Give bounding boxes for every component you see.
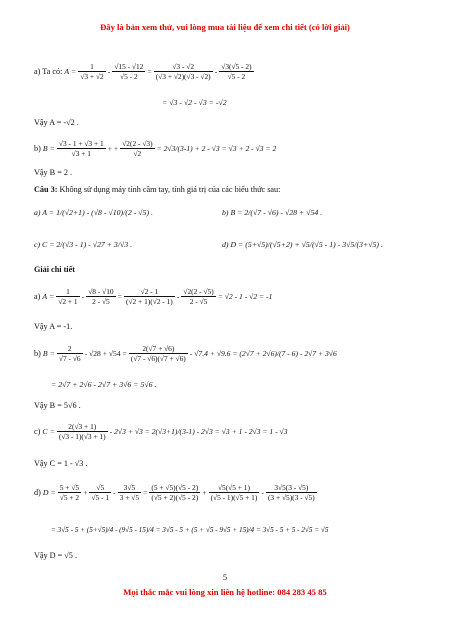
sol-c-row: c) C = $\frac{2(√3 + 1)}{(√3 - 1)(√3 + 1)}$ - 2√3 + √3 = 2(√3+1)/(3-1) - 2√3 = √3 + 1 - 2√3 = 1 - √3	[34, 422, 288, 442]
sol-d-line2: = 3√5 - 5 + (5+√5)/4 - (9√5 - 15)/4 = 3√5 - 5 + (5 + √5 - 9√5 + 15)/4 = 3√5 - 5 + 5 - 2√5 = √5	[51, 526, 329, 534]
page-number: 5	[222, 572, 228, 582]
prev-b-label: b)	[34, 143, 41, 153]
sol-a-row: a) A = $\frac{1}{√2 + 1}$ - $\frac{√8 - √10}{2 - √5}$ = $\frac{√2 - 1}{(√2 + 1)(√2 - 1)}$ - $\frac{√2(2 - √5)}{2 - √5}$ = √2 - 1 - √2 = -1	[34, 287, 273, 307]
sol-b-row: b) B = $\frac{2}{√7 - √6}$ - √28 + √54 = $\frac{2(√7 + √6)}{(√7 - √6)(√7 + √6)}$ - √7.4 + √9.6 = (2√7 + 2√6)/(7 - 6) - 2√7 + 3√6	[34, 344, 337, 364]
prev-a-row: a) Ta có: A = $\frac{1}{√3 + √2}$ - $\frac{√15 - √12}{√5 - 2}$ = $\frac{√3 - √2}{(√3 + √2)(√3 - √2)}$ - $\frac{√3(√5 - 2)}{√5 - 2}$	[34, 62, 252, 82]
sol-b-conclusion: Vậy B = 5√6 .	[34, 401, 81, 410]
hotline-footer: Mọi thắc mắc vui lòng xin liên hệ hotline: 084 283 45 85	[123, 587, 327, 597]
sol-b-tail: - √7.4 + √9.6 = (2√7 + 2√6)/(7 - 6) - 2√7 + 3√6	[189, 348, 337, 358]
question3-item-d: d) D = (5+√5)/(√5+2) + √5/(√5 - 1) - 3√5/(3+√5) .	[222, 240, 383, 249]
sol-a-tail: = √2 - 1 - √2 = -1	[217, 291, 273, 301]
question3-item-c: c) C = 2/(√3 - 1) - √27 + 3/√3 .	[34, 240, 133, 249]
prev-a-frac4: $\frac{√3(√5 - 2)}{√5 - 2}$	[221, 62, 252, 82]
prev-a-conclusion: Vậy A = -√2 .	[34, 118, 79, 127]
sol-c-conclusion: Vậy C = 1 - √3 .	[34, 459, 88, 468]
question3-item-b: b) B = 2/(√7 - √6) - √28 + √54 .	[222, 208, 323, 217]
sol-d-conclusion: Vậy D = √5 .	[34, 551, 77, 560]
question3-label: Câu 3:	[34, 185, 58, 194]
question3-item-a: a) A = 1/(√2+1) - (√8 - √10)/(2 - √5) .	[34, 208, 153, 217]
prev-a-lhs: A =	[64, 66, 77, 76]
question3-text: Không sử dụng máy tính cầm tay, tính giá trị của các biểu thức sau:	[59, 185, 281, 194]
prev-b-row: b) B = $\frac{√3 - 1 + √3 + 1}{√3 + 1}$ + + $\frac{√2(2 - √3)}{√2}$ = 2√3/(3-1) + 2 - √3 = √3 + 2 - √3 = 2	[34, 139, 277, 159]
prev-a-label: a) Ta có:	[34, 66, 63, 76]
sol-b-line2: = 2√7 + 2√6 - 2√7 + 3√6 = 5√6 .	[51, 380, 157, 389]
solution-title: Giải chi tiết	[34, 265, 75, 274]
prev-b-conclusion: Vậy B = 2 .	[34, 168, 73, 177]
prev-b-frac1: $\frac{√3 - 1 + √3 + 1}{√3 + 1}$	[58, 139, 104, 159]
prev-b-rhs: = 2√3/(3-1) + 2 - √3 = √3 + 2 - √3 = 2	[156, 143, 277, 153]
sol-a-conclusion: Vậy A = -1.	[34, 322, 73, 331]
question3-row	[34, 185, 280, 194]
prev-a-frac3: $\frac{√3 - √2}{(√3 + √2)(√3 - √2)}$	[155, 62, 211, 82]
prev-b-frac2: $\frac{√2(2 - √3)}{√2}$	[122, 139, 153, 159]
prev-a-line2: = √3 - √2 - √3 = -√2	[162, 98, 227, 107]
sol-c-tail: - 2√3 + √3 = 2(√3+1)/(3-1) - 2√3 = √3 + 1 - 2√3 = 1 - √3	[109, 426, 288, 436]
prev-a-frac2: $\frac{√15 - √12}{√5 - 2}$	[114, 62, 144, 82]
sol-d-row: d) D = $\frac{5 + √5}{√5 + 2}$ + $\frac{√5}{√5 - 1}$ - $\frac{3√5}{3 + √5}$ = $\frac{(5 + √5)(√5 - 2)}{(√5 + 2)(√5 - 2)}$ + $\frac{√5(√5 + 1)}{(√5 - 1)(√5 + 1)}$ - $\frac{3√5(3 - √5)}{(3 + √5)(3 - √5)}$	[34, 483, 315, 503]
prev-a-frac1: $\frac{1}{√3 + √2}$	[80, 62, 104, 82]
preview-notice: Đây là bản xem thử, vui lòng mua tài liệu để xem chi tiết (có lời giải)	[100, 22, 350, 32]
